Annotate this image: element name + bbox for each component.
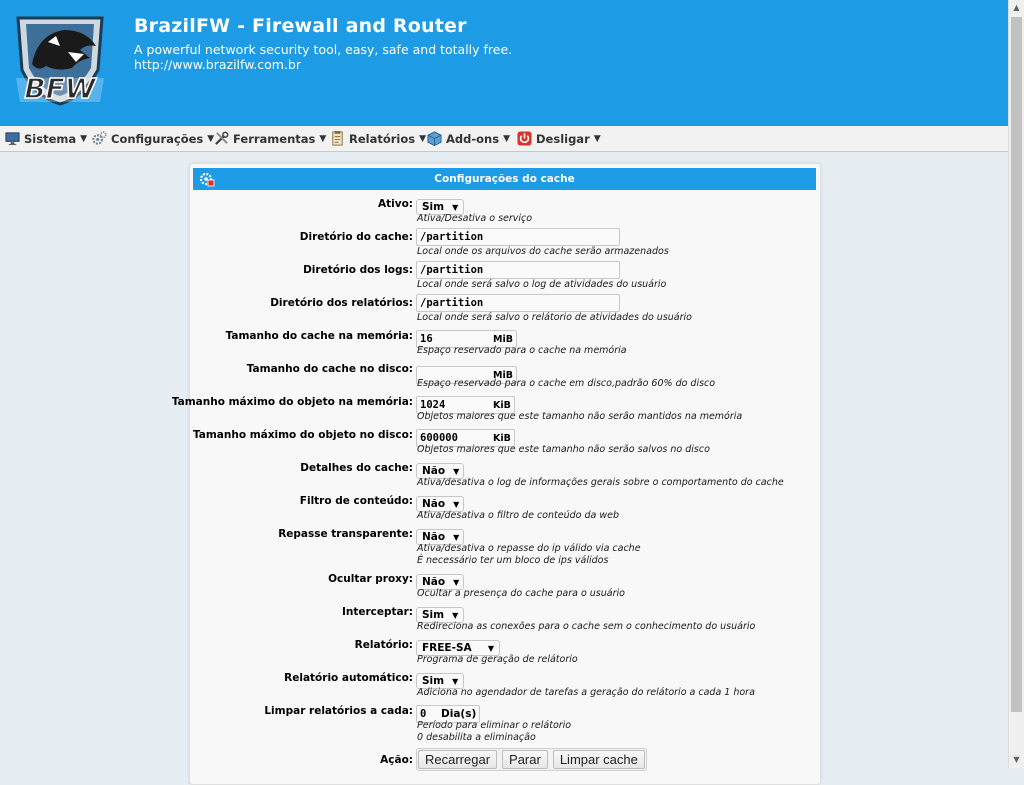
select-value: Não [422, 531, 446, 543]
panel-title-bar [193, 168, 816, 190]
select-value: Não [422, 498, 446, 510]
menu-desligar[interactable] [517, 126, 601, 151]
menu-label: Relatórios [349, 131, 416, 146]
tam-memoria-unit: MiB [493, 333, 513, 345]
chevron-down-icon: ▼ [419, 133, 427, 144]
tam-disco-label: Tamanho do cache no disco: [246, 363, 413, 375]
main-menu-bar [0, 126, 1008, 152]
chevron-down-icon: ▼ [593, 133, 601, 144]
interceptar-label: Interceptar: [341, 606, 413, 618]
menu-relatorios[interactable] [330, 126, 426, 151]
scroll-down-arrow-icon[interactable]: ▼ [1013, 755, 1020, 764]
obj-memoria-input[interactable]: 1024 [420, 399, 446, 411]
obj-disco-help: Objetos maiores que este tamanho não serão salvos no disco [417, 444, 710, 455]
dir-logs-help: Local onde será salvo o log de atividades do usuário [417, 279, 667, 290]
cache-settings-icon [199, 171, 215, 187]
chevron-down-icon: ▼ [503, 133, 510, 144]
dir-cache-label: Diretório do cache: [299, 231, 413, 243]
select-value: Sim [422, 675, 445, 687]
relatorio-label: Relatório: [354, 639, 413, 651]
dir-logs-input[interactable]: /partition [416, 261, 620, 279]
dropdown-arrow-icon: ▼ [487, 643, 494, 653]
app-subtitle [134, 43, 512, 72]
obj-disco-unit: KiB [493, 432, 511, 444]
menu-sistema[interactable] [5, 126, 87, 151]
header-banner [0, 0, 1008, 126]
brazilfw-logo [12, 12, 108, 108]
repasse-label: Repasse transparente: [278, 528, 413, 540]
relatorio-auto-help: Adiciona no agendador de tarefas a geração do relátorio a cada 1 hora [417, 687, 755, 698]
tam-memoria-input[interactable]: 16 [420, 333, 433, 345]
tools-icon [214, 131, 229, 146]
reload-button[interactable]: Recarregar [418, 750, 497, 769]
report-icon [330, 131, 345, 146]
limpar-input[interactable]: 0 [420, 708, 427, 720]
dropdown-arrow-icon: ▼ [452, 610, 459, 620]
scrollbar-thumb[interactable] [1011, 17, 1022, 712]
menu-configuracoes[interactable] [92, 126, 214, 151]
obj-memoria-unit: KiB [493, 399, 511, 411]
menu-label: Sistema [24, 131, 77, 146]
chevron-down-icon: ▼ [80, 133, 88, 144]
dropdown-arrow-icon: ▼ [452, 676, 459, 686]
gears-icon [92, 131, 107, 146]
dropdown-arrow-icon: ▼ [453, 466, 460, 476]
cache-settings-panel [171, 163, 821, 785]
menu-ferramentas[interactable] [214, 126, 326, 151]
limpar-label: Limpar relatórios a cada: [264, 705, 413, 717]
dropdown-arrow-icon: ▼ [453, 532, 460, 542]
relatorio-auto-label: Relatório automático: [284, 672, 413, 684]
menu-label: Add-ons [446, 131, 500, 146]
dir-logs-label: Diretório dos logs: [303, 264, 413, 276]
dir-relatorios-input[interactable]: /partition [416, 294, 620, 312]
obj-disco-label: Tamanho máximo do objeto no disco: [192, 429, 413, 441]
repasse-help: Ativa/desativa o repasse do ip válido via cache [417, 543, 641, 554]
stop-button[interactable]: Parar [502, 750, 548, 769]
dropdown-arrow-icon: ▼ [453, 499, 460, 509]
tam-disco-help: Espaço reservado para o cache em disco,padrão 60% do disco [417, 378, 716, 389]
dropdown-arrow-icon: ▼ [452, 202, 459, 212]
logo-text: BFW [24, 72, 96, 105]
limpar-help: Período para eliminar o relátorio [417, 720, 572, 731]
repasse-help-2: É necessário ter um bloco de ips válidos [417, 555, 609, 566]
acao-label: Ação: [380, 754, 413, 766]
select-value: Sim [422, 201, 445, 213]
select-value: Não [422, 465, 446, 477]
clear-cache-button[interactable]: Limpar cache [553, 750, 645, 769]
menu-label: Configurações [111, 131, 204, 146]
interceptar-help: Redireciona as conexões para o cache sem o conhecimento do usuário [417, 621, 756, 632]
dropdown-arrow-icon: ▼ [453, 577, 460, 587]
scroll-up-arrow-icon[interactable]: ▲ [1013, 3, 1020, 12]
ocultar-label: Ocultar proxy: [328, 573, 413, 585]
limpar-unit: Dia(s) [441, 708, 477, 720]
dir-cache-help: Local onde os arquivos do cache serão armazenados [417, 246, 669, 257]
monitor-icon [5, 131, 20, 146]
power-icon [517, 131, 532, 146]
menu-addons[interactable] [427, 126, 510, 151]
website-url: http://www.brazilfw.com.br [134, 56, 302, 72]
app-title: BrazilFW - Firewall and Router [134, 15, 467, 37]
tagline: A powerful network security tool, easy, safe and totally free. [134, 42, 513, 57]
relatorio-help: Programa de geração de relátorio [417, 654, 578, 665]
filtro-label: Filtro de conteúdo: [299, 495, 413, 507]
ativo-help: Ativa/Desativa o serviço [417, 213, 533, 224]
tam-memoria-label: Tamanho do cache na memória: [225, 330, 413, 342]
dir-relatorios-label: Diretório dos relatórios: [270, 297, 413, 309]
tam-disco-unit: MiB [493, 369, 513, 381]
dir-relatorios-help: Local onde será salvo o relátorio de atividades do usuário [417, 312, 692, 323]
limpar-help-2: 0 desabilita a eliminação [417, 732, 536, 743]
panel-title: Configurações do cache [434, 173, 575, 185]
page-scrollbar[interactable] [1008, 0, 1024, 768]
package-icon [427, 131, 442, 146]
chevron-down-icon: ▼ [319, 133, 327, 144]
select-value: Sim [422, 609, 445, 621]
chevron-down-icon: ▼ [207, 133, 215, 144]
menu-label: Desligar [536, 131, 590, 146]
obj-disco-input[interactable]: 600000 [420, 432, 458, 444]
ativo-label: Ativo: [377, 198, 413, 210]
select-value: FREE-SA [422, 642, 472, 654]
select-value: Não [422, 576, 446, 588]
detalhes-label: Detalhes do cache: [300, 462, 413, 474]
menu-label: Ferramentas [233, 131, 316, 146]
ocultar-help: Ocultar a presença do cache para o usuário [417, 588, 625, 599]
tam-memoria-help: Espaço reservado para o cache na memória [417, 345, 627, 356]
dir-cache-input[interactable]: /partition [416, 228, 620, 246]
obj-memoria-label: Tamanho máximo do objeto na memória: [171, 396, 413, 408]
obj-memoria-help: Objetos maiores que este tamanho não serão mantidos na memória [417, 411, 743, 422]
filtro-help: Ativa/desativa o filtro de conteúdo da web [417, 510, 619, 521]
detalhes-help: Ativa/desativa o log de informações gerais sobre o comportamento do cache [417, 477, 784, 488]
